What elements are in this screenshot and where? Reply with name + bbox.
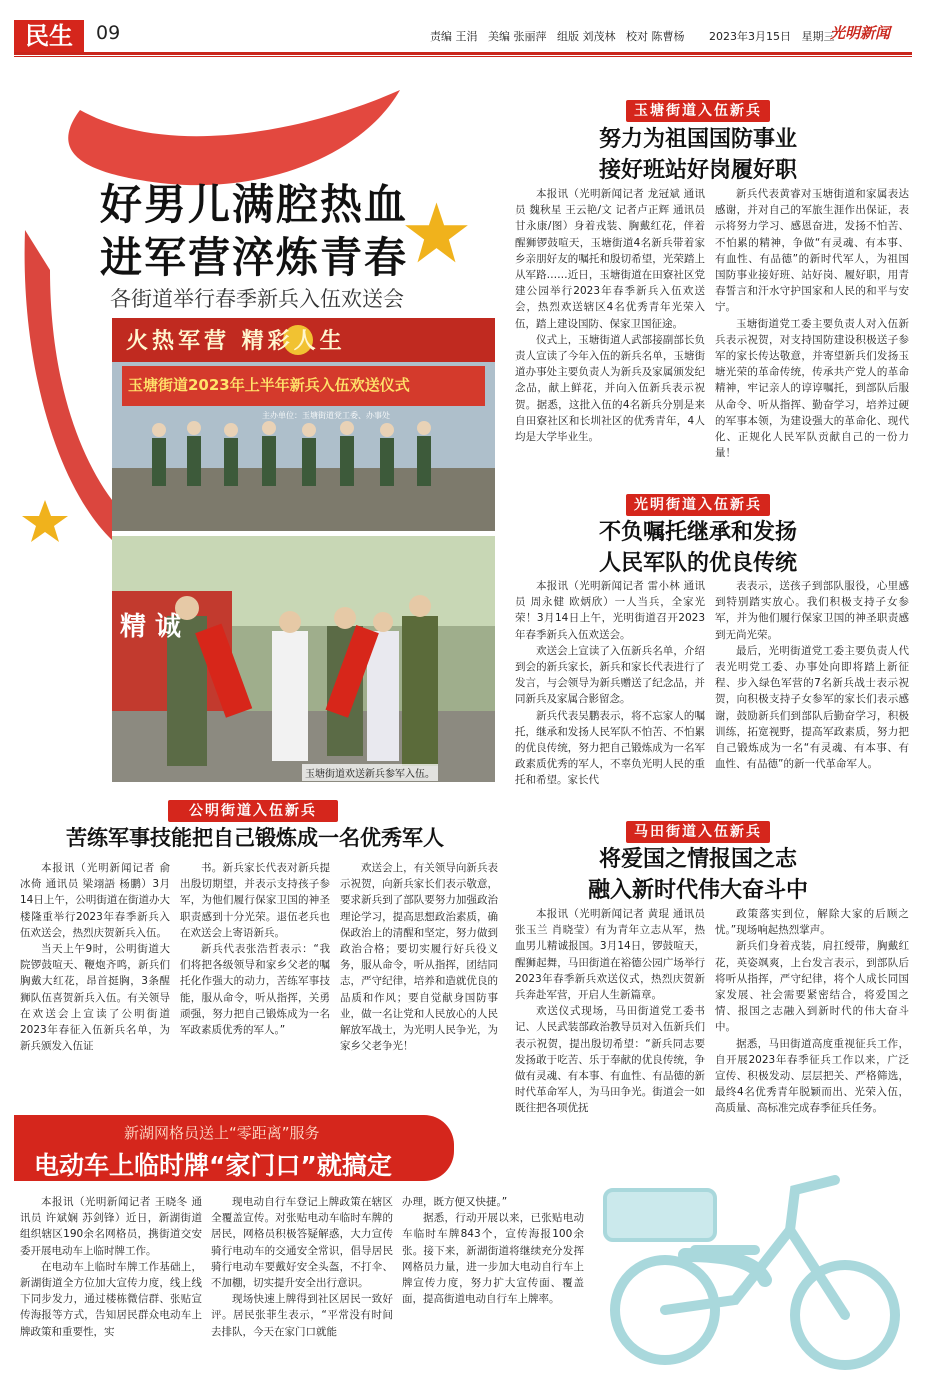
paragraph: 本报讯（光明新闻记者 俞冰倚 通讯员 梁翊語 杨鹏）3月14日上午，公明街道在街道办大楼隆重举行2023年春季新兵入伍欢送会，热烈庆贺新兵入伍。: [20, 862, 170, 939]
gongming-col3: [340, 860, 498, 1054]
bike-article-subtitle: 新湖网格员送上“零距离”服务: [124, 1124, 320, 1142]
gongming-col1: [20, 860, 170, 1054]
paragraph: 当天上午9时，公明街道大院锣鼓喧天、鞭炮齐鸣，新兵们胸戴大红花，昂首挺胸，3条醒狮队伍喜贺新兵入伍。有关领导在欢送会上宣读了公明街道2023年春征入伍新兵名单，为新兵颁发入伍证: [20, 943, 170, 1053]
paragraph: 本报讯（光明新闻记者 雷小林 通讯员 周永健 欧炳欣）一人当兵，全家光荣！3月14日上午，光明街道召开2023年春季新兵入伍欢送会。: [515, 580, 705, 641]
gongming-col2: [180, 860, 330, 1038]
photo-sign-text: 精 诚: [120, 612, 182, 642]
credit-layout: 组版 刘茂林: [557, 30, 616, 43]
paragraph: 新兵代表黄睿对玉塘街道和家属表达感谢，并对自己的军旅生涯作出保证，表示将努力学习、感恩奋进，发扬不怕苦、不怕累的精神，争做“有灵魂、有本事、有血性、有品德”的新时代军人，为祖国国防事业接好班、站好岗、履好职，用青春誓言和汗水守护国家和人民的和平与安宁。: [715, 188, 909, 314]
paragraph: 政策落实到位，解除大家的后顾之忧。”现场响起热烈掌声。: [715, 908, 909, 937]
yutang-section-label: 玉塘街道入伍新兵: [626, 100, 770, 122]
issue-weekday: 星期三: [801, 30, 835, 43]
bike-col1: [20, 1194, 202, 1340]
matian-col2: [715, 906, 909, 1117]
matian-section-label: 马田街道入伍新兵: [626, 821, 770, 843]
paragraph: 新兵们身着戎装，肩扛绶带，胸戴红花，英姿飒爽，上台发言表示，到部队后将听从指挥，严守纪律，将个人成长同国家发展、社会需要紧密结合，将爱国之情、报国之志融入到新时代的伟大奋斗中。: [715, 940, 909, 1034]
yutang-col2: [715, 186, 909, 461]
page-number: 09: [96, 22, 121, 44]
credit-editor: 责编 王涓: [430, 30, 478, 43]
newspaper-logo: 光明新闻: [830, 24, 891, 42]
lead-title-line2: 进军营淬炼青春: [100, 233, 409, 282]
matian-title: [560, 844, 836, 906]
gongming-title: 苦练军事技能把自己锻炼成一名优秀军人: [66, 826, 444, 850]
paragraph: 玉塘街道党工委主要负责人对入伍新兵表示祝贺，对支持国防建设积极送子参军的家长传达敬意，并寄望新兵们发扬玉塘光荣的革命传统，传承共产党人的革命精神，牢记亲人的谆谆嘱托，到部队后服从命令、听从指挥、勤奋学习，培养过硬的军事本领，为建设强大的革命化、现代化、正规化人民军队贡献自己的一份力量！: [715, 317, 909, 460]
lead-title-line1: 好男儿满腔热血: [100, 180, 409, 229]
paragraph: 表表示，送孩子到部队服役，心里感到特别踏实放心。我们积极支持子女参军，并为他们履行保家卫国的神圣职责感到无尚光荣。: [715, 580, 909, 641]
guangming-col1: [515, 578, 705, 789]
matian-col1: [515, 906, 705, 1117]
credits-line: [430, 28, 842, 44]
photo-caption: 玉塘街道欢送新兵参军入伍。: [302, 764, 438, 781]
paragraph: 最后，光明街道党工委主要负责人代表光明党工委、办事处向即将踏上新征程、步入绿色军营的7名新兵战士表示祝贺，向积极支持子女参军的家长们表示感谢，鼓励新兵们到部队后勤奋学习，积极训练，拓宽视野，提高军政素质，努力把自己锻炼成为一名“有灵魂、有本事、有血性、有品德”的新一代革命军人。: [715, 644, 909, 771]
guangming-title-line1: 不负嘱托继承和发扬: [598, 520, 797, 545]
gongming-section-label: 公明街道入伍新兵: [168, 800, 338, 822]
ceremony-photo: [112, 318, 495, 531]
paragraph: 欢送会上，有关领导向新兵表示祝贺，向新兵家长们表示敬意，要求新兵到了部队要努力加强政治理论学习，提高思想政治素质，确保政治上的清醒和坚定，努力做到政治合格；要切实履行好兵役义务，服从命令，听从指挥，团结同志，严守纪律，培养和造就优良的品质和作风；要自觉献身国防事业，做一名让党和人民放心的人民解放军战士，为光明人民争光，为家乡父老争光！: [340, 862, 498, 1053]
paragraph: 本报讯（光明新闻记者 王晓冬 通讯员 许斌娴 苏剑锋）近日，新湖街道组织辖区190余名网格员，携街道交安委开展电动车上临时牌工作。: [20, 1196, 202, 1257]
guangming-title-line2: 人民军队的优良传统: [598, 551, 797, 576]
paragraph: 欢送仪式现场，马田街道党工委书记、人民武装部政治教导员对入伍新兵们表示祝贺，提出殷切希望：“新兵同志要发扬敢于吃苦、乐于奉献的优良传统，争做有灵魂、有本事、有血性、有品德的新时代革命军人，为马田争光。街道会一如既往把各项优抚: [515, 1005, 705, 1115]
paragraph: 本报讯（光明新闻记者 龙冠斌 通讯员 魏秋星 王云艳/文 记者卢正辉 通讯员 甘永康/图）身着戎装、胸戴红花，伴着醒狮锣鼓喧天，玉塘街道4名新兵带着家乡亲朋好友的嘱托和殷切希望，光荣踏上从军路……近日，玉塘街道在田寮社区党建公园举行2023年春季新兵入伍欢送会，热烈欢送辖区4名优秀青年光荣入伍，踏上建设国防、保家卫国征途。: [515, 188, 705, 330]
yutang-title: [560, 124, 836, 186]
photo-ceremony-text: 玉塘街道2023年上半年新兵入伍欢送仪式: [128, 376, 410, 394]
yutang-title-line2: 接好班站好岗履好职: [598, 158, 797, 183]
yutang-col1: [515, 186, 705, 445]
issue-date: 2023年3月15日: [709, 30, 791, 43]
paragraph: 欢送会上宣读了入伍新兵名单，介绍到会的新兵家长，新兵和家长代表进行了发言，与会领导为新兵赠送了纪念品，并同新兵及家属合影留念。: [515, 644, 705, 706]
header-rule-thin: [14, 56, 912, 57]
bike-article-title: 电动车上临时牌“家门口”就搞定: [34, 1151, 392, 1180]
paragraph: 现电动自行车登记上牌政策在辖区全覆盖宣传。对张贴电动车临时车牌的居民，网格员积极答疑解惑，大力宣传骑行电动车的交通安全常识，倡导居民骑行电动车要戴好安全头盔，不打伞、不加棚，切实提升安全出行意识。: [211, 1196, 393, 1290]
paragraph: 据悉，行动开展以来，已张贴电动车临时车牌843个，宣传海报100余张。接下来，新湖街道将继续充分发挥网格员力量，进一步加大电动自行车上牌宣传力度，努力扩大宣传面、覆盖面，提高街道电动自行车上牌率。: [402, 1212, 584, 1306]
matian-title-line2: 融入新时代伟大奋斗中: [587, 878, 808, 903]
paragraph: 本报讯（光明新闻记者 黄琨 通讯员 张玉兰 肖晓莹）有为青年立志从军，热血男儿精诚报国。3月14日，锣鼓喧天，醒狮起舞，马田街道在裕德公园广场举行2023年春季新兵欢送仪式，热烈庆贺新兵奔赴军营，开启人生新篇章。: [515, 908, 705, 1002]
section-tag: 民生: [14, 20, 84, 52]
paragraph: 办理，既方便又快捷。”: [402, 1196, 508, 1208]
header-rule: [14, 52, 912, 55]
guangming-section-label: 光明街道入伍新兵: [626, 494, 770, 516]
paragraph: 书。新兵家长代表对新兵提出殷切期望，并表示支持孩子参军，为他们履行保家卫国的神圣职责感到十分光荣。退伍老兵也在欢送会上寄语新兵。: [180, 862, 330, 939]
photo-host-text: 主办单位：玉塘街道党工委、办事处: [262, 411, 390, 420]
paragraph: 新兵代表张浩哲表示：“我们将把各级领导和家乡父老的嘱托化作强大的动力，苦练军事技能，服从命令，听从指挥，关勇顽强，努力把自己锻炼成为一名军政素质优秀的军人。”: [180, 943, 330, 1037]
yutang-title-line1: 努力为祖国国防事业: [598, 127, 797, 152]
sendoff-photo: [112, 536, 495, 782]
guangming-title: [560, 517, 836, 579]
star-icon: [405, 203, 468, 263]
paragraph: 仪式上，玉塘街道人武部接副部长负责人宣读了今年入伍的新兵名单，玉塘街道办事处主要负责人为新兵及家属颁发纪念品，献上鲜花，并向入伍新兵表示祝贺。据悉，这批入伍的4名新兵分别是来自田寮社区和长圳社区的优秀青年，4人均是大学毕业生。: [515, 333, 705, 444]
credit-designer: 美编 张丽萍: [488, 30, 547, 43]
bike-col3: [402, 1194, 584, 1307]
lead-subtitle: 各街道举行春季新兵入伍欢送会: [110, 287, 404, 311]
photo-banner-text: 火热军营 精彩人生: [126, 329, 346, 354]
paragraph: 据悉，马田街道高度重视征兵工作，自开展2023年春季征兵工作以来，广泛宣传、积极发动、层层把关、严格筛选，最终4名优秀青年脱颖而出、光荣入伍，高质量、高标准完成春季征兵任务。: [715, 1037, 909, 1115]
guangming-col2: [715, 578, 909, 772]
ebike-illustration-icon: [585, 1130, 915, 1380]
bike-col2: [211, 1194, 393, 1340]
star-icon: [22, 500, 68, 542]
paragraph: 现场快速上牌得到社区居民一致好评。居民张菲生表示，“平常没有时间去排队，今天在家门口就能: [211, 1293, 393, 1338]
paragraph: 在电动车上临时车牌工作基础上，新湖街道全方位加大宣传力度，线上线下同步发力，通过楼栋微信群、张贴宣传海报等方式，告知居民群众电动车上牌政策和重要性，实: [20, 1260, 202, 1338]
credit-proofreader: 校对 陈曹杨: [626, 30, 685, 43]
paragraph: 新兵代表吴鹏表示，将不忘家人的嘱托，继承和发扬人民军队不怕苦、不怕累的优良传统，努力把自己锻炼成为一名军政素质优秀的军人，不辜负光明人民的重托和希望。家长代: [515, 709, 705, 787]
matian-title-line1: 将爱国之情报国之志: [598, 847, 797, 872]
